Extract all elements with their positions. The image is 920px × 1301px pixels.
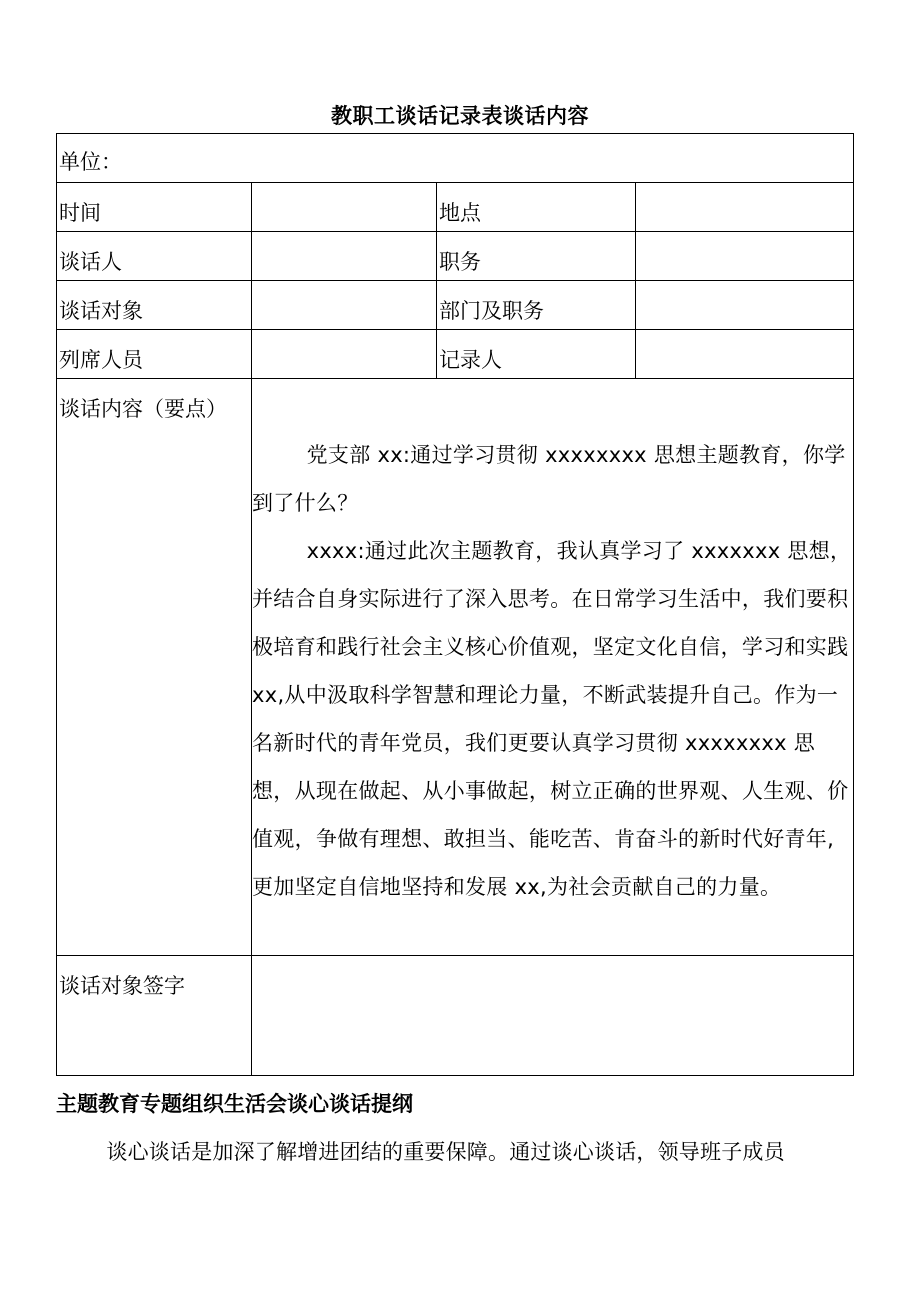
recorder-label: 记录人: [439, 348, 502, 372]
attendees-label-cell: [57, 330, 252, 379]
department-label-cell: [437, 281, 636, 330]
talkee-label: 谈话对象: [59, 299, 143, 323]
content-cell: [252, 379, 854, 956]
signature-label-cell: [57, 956, 252, 1076]
recorder-label-cell: [437, 330, 636, 379]
talker-value-cell[interactable]: [252, 232, 437, 281]
table-row: [57, 183, 854, 232]
department-value-cell[interactable]: [636, 281, 854, 330]
table-row: [57, 330, 854, 379]
content-paragraph: 党支部 xx:通过学习贯彻 xxxxxxxx 思想主题教育，你学到了什么？: [252, 443, 846, 515]
location-value-cell[interactable]: [636, 183, 854, 232]
content-row: [57, 379, 854, 956]
signature-label: 谈话对象签字: [59, 974, 185, 998]
content-label: 谈话内容（要点）: [59, 397, 227, 421]
content-text: [252, 379, 853, 911]
location-label: 地点: [439, 201, 481, 225]
talkee-label-cell: [57, 281, 252, 330]
time-label: 时间: [59, 201, 101, 225]
position-label-cell: [437, 232, 636, 281]
talker-label-cell: [57, 232, 252, 281]
attendees-value-cell[interactable]: [252, 330, 437, 379]
position-value-cell[interactable]: [636, 232, 854, 281]
position-label: 职务: [439, 250, 481, 274]
content-label-cell: [57, 379, 252, 956]
unit-label: 单位：: [59, 150, 122, 174]
attendees-label: 列席人员: [59, 348, 143, 372]
time-label-cell: [57, 183, 252, 232]
intro-paragraph: 谈心谈话是加深了解增进团结的重要保障。通过谈心谈话，领导班子成员: [106, 1140, 785, 1164]
document-title: 教职工谈话记录表谈话内容: [331, 104, 589, 128]
section-title: 主题教育专题组织生活会谈心谈话提纲: [56, 1092, 413, 1116]
signature-row: [57, 956, 854, 1076]
table-row: [57, 281, 854, 330]
time-value-cell[interactable]: [252, 183, 437, 232]
unit-cell: [57, 134, 854, 183]
talk-record-table: [56, 133, 854, 1076]
recorder-value-cell[interactable]: [636, 330, 854, 379]
table-row: [57, 232, 854, 281]
talker-label: 谈话人: [59, 250, 122, 274]
talkee-value-cell[interactable]: [252, 281, 437, 330]
department-label: 部门及职务: [439, 299, 544, 323]
content-paragraph: xxxx:通过此次主题教育，我认真学习了 xxxxxxx 思想，并结合自身实际进行了深入思考。在日常学习生活中，我们要积极培育和践行社会主义核心价值观，坚定文化自信，学习和实践 xx,从中汲取科学智慧和理论力量，不断武装提升自己。作为一名新时代的青年党员，我们更要认真学习贯彻 xxxxxxxx 思想，从现在做起、从小事做起，树立正确的世界观、人生观、价值观，争做有理想、敢担当、能吃苦、肯奋斗的新时代好青年,更加坚定自信地坚持和发展 xx,为社会贡献自己的力量。: [252, 539, 852, 899]
location-label-cell: [437, 183, 636, 232]
signature-value-cell[interactable]: [252, 956, 854, 1076]
